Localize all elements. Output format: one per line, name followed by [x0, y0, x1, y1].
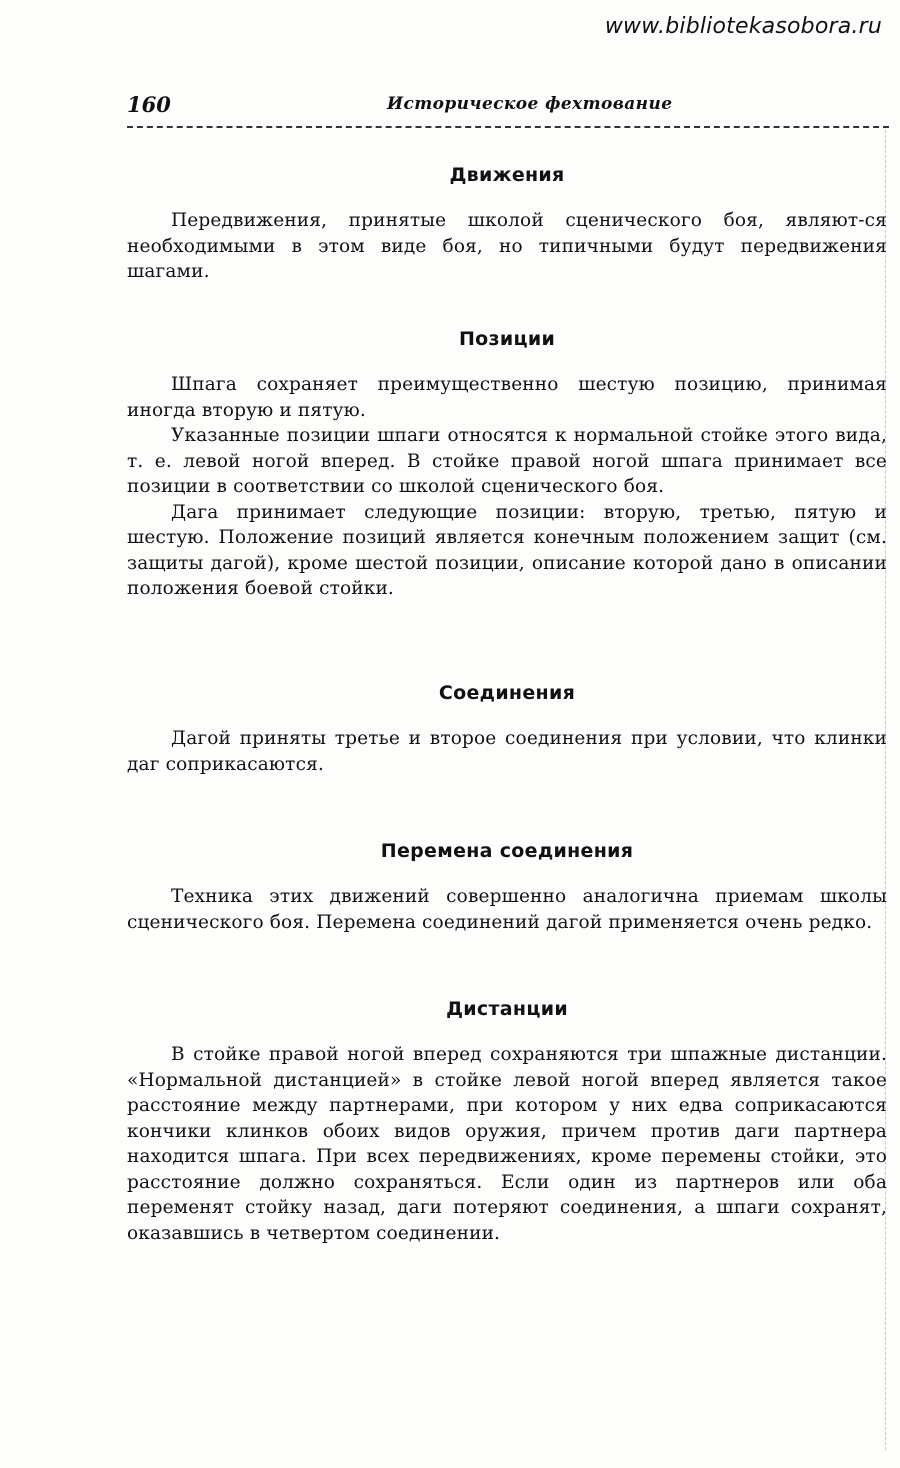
section-connections — [127, 682, 887, 777]
paragraph: Передвижения, принятые школой сценического боя, являют-ся необходимыми в этом виде боя, но типичными будут передвижения шагами. — [127, 210, 887, 282]
paragraph: В стойке правой ногой вперед сохраняются три шпажные дистанции. «Нормальной дистанцией» в стойке левой ногой вперед является такое расстояние между партнерами, при котором у них едва соприкасаются кончики клинков обоих видов оружия, причем против даги партнера находится шпага. При всех передвижениях, кроме перемены стойки, это расстояние должно сохраняться. Если один из партнеров или оба переменят стойку назад, даги потеряют соединения, а шпаги сохранят, оказавшись в четвертом соединении. — [127, 1044, 887, 1244]
site-watermark[interactable]: www.bibliotekasobora.ru — [604, 14, 882, 39]
section-change-of-connection — [127, 840, 887, 935]
running-header — [127, 92, 889, 128]
section-movements — [127, 164, 887, 285]
paragraph: Техника этих движений совершенно аналогична приемам школы сценического боя. Перемена соединений дагой применяется очень редко. — [127, 886, 887, 933]
paragraph: Дага принимает следующие позиции: вторую, третью, пятую и шестую. Положение позиций является конечным положением защит (см. защиты дагой), кроме шестой позиции, описание которой дано в описании положения боевой стойки. — [127, 501, 887, 599]
page-number: 160 — [127, 92, 171, 117]
section-heading: Дистанции — [446, 998, 568, 1020]
paragraph: Шпага сохраняет преимущественно шестую позицию, принимая иногда вторую и пятую. — [127, 374, 887, 421]
section-distances — [127, 998, 887, 1246]
section-positions — [127, 328, 887, 602]
paragraph: Дагой приняты третье и второе соединения при условии, что клинки даг соприкасаются. — [127, 728, 887, 775]
section-heading: Соединения — [438, 682, 576, 704]
running-title: Историческое фехтование — [387, 94, 673, 114]
section-heading: Позиции — [458, 328, 556, 350]
section-heading: Перемена соединения — [380, 840, 634, 862]
paragraph: Указанные позиции шпаги относятся к нормальной стойке этого вида, т. е. левой ногой вперед. В стойке правой ногой шпага принимает все позиции в соответствии со школой сценического боя. — [127, 425, 887, 497]
section-heading: Движения — [449, 164, 565, 186]
